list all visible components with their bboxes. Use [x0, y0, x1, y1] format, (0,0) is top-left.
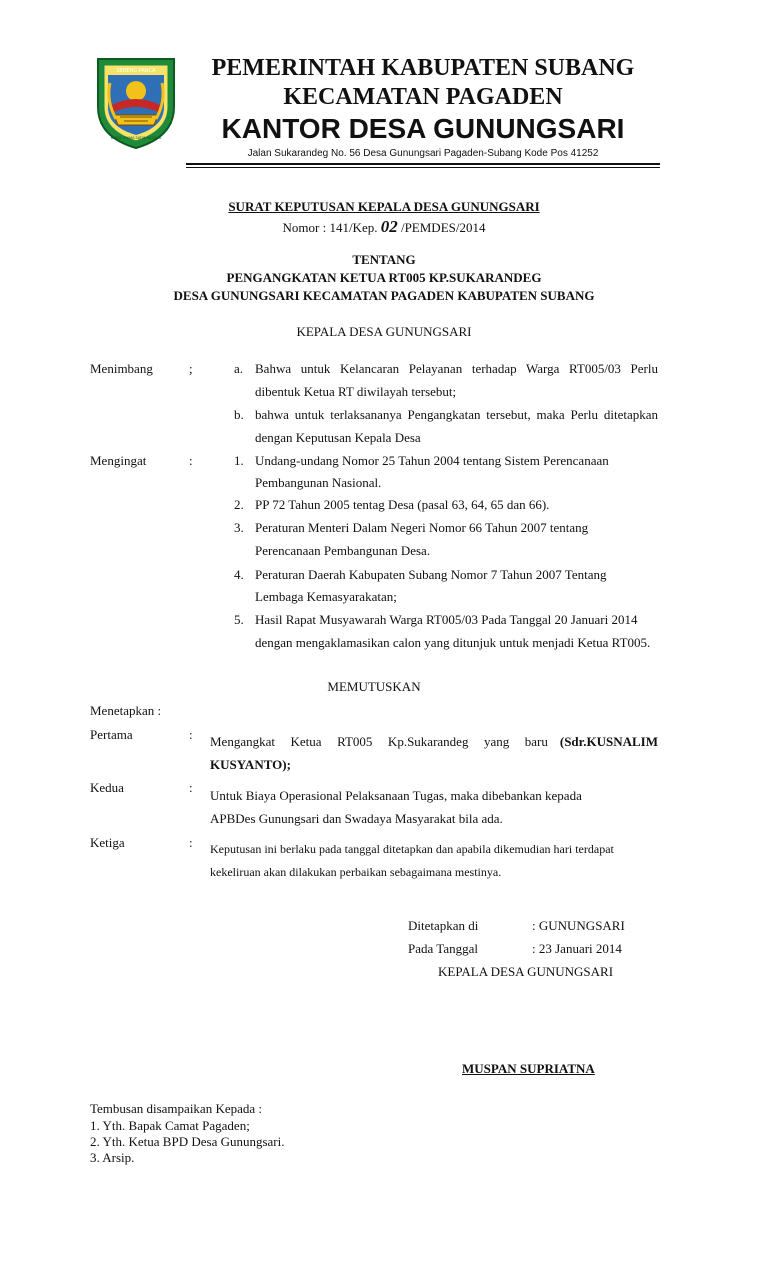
decree-number: [84, 217, 684, 237]
mengingat-marker-4: 4.: [234, 567, 244, 582]
ditetapkan-label: Ditetapkan di: [408, 918, 479, 933]
mengingat-3-line2: Perencanaan Pembangunan Desa.: [255, 543, 431, 558]
ketiga-separator: :: [189, 835, 193, 850]
subject-line-1: PENGANGKATAN KETUA RT005 KP.SUKARANDEG: [226, 270, 542, 285]
decree-number-prefix: Nomor : 141/Kep.: [282, 220, 378, 235]
decree-title: SURAT KEPUTUSAN KEPALA DESA GUNUNGSARI: [228, 199, 540, 214]
tembusan-title: Tembusan disampaikan Kepada :: [90, 1101, 263, 1116]
subject-line-2: DESA GUNUNGSARI KECAMATAN PAGADEN KABUPATEN SUBANG: [173, 288, 595, 303]
pertama-line1-text: Mengangkat Ketua RT005 Kp.Sukarandeg yang baru: [210, 734, 548, 749]
mengingat-marker-1: 1.: [234, 453, 244, 468]
mengingat-1-line1: Undang-undang Nomor 25 Tahun 2004 tentang Sistem Perencanaan: [255, 453, 609, 468]
tembusan-item-1: 1. Yth. Bapak Camat Pagaden;: [90, 1118, 250, 1133]
decree-number-suffix: /PEMDES/2014: [400, 220, 486, 235]
mengingat-5-line1: Hasil Rapat Musyawarah Warga RT005/03 Pada Tanggal 20 Januari 2014: [255, 612, 638, 627]
authority-heading: KEPALA DESA GUNUNGSARI: [296, 324, 472, 339]
pertama-appointee-name: (Sdr.KUSNALIM: [559, 734, 658, 749]
pertama-line1: [210, 734, 658, 750]
tembusan-item-3: 3. Arsip.: [90, 1150, 135, 1165]
kedua-separator: :: [189, 780, 193, 795]
memutuskan-heading: MEMUTUSKAN: [327, 679, 421, 694]
letterhead-rule-thick: [186, 163, 660, 165]
mengingat-marker-2: 2.: [234, 497, 244, 512]
logo-top-text: SERENG PANCA: [116, 68, 156, 74]
kedua-line2: APBDes Gunungsari dan Swadaya Masyarakat bila ada.: [210, 811, 503, 826]
logo-bottom-text: KARTA UTAMA SATYA NEGARA: [110, 136, 162, 140]
mengingat-separator: :: [189, 453, 193, 468]
tanggal-value: : 23 Januari 2014: [532, 941, 622, 956]
ketiga-line2: kekeliruan akan dilakukan perbaikan sebagaimana mestinya.: [210, 865, 502, 879]
menimbang-marker-a: a.: [234, 361, 244, 376]
tanggal-label: Pada Tanggal: [408, 941, 478, 956]
menimbang-a-line2: dibentuk Ketua RT diwilayah tersebut;: [255, 384, 457, 399]
letterhead-rule-thin: [186, 167, 660, 168]
mengingat-marker-5: 5.: [234, 612, 244, 627]
letterhead-address: Jalan Sukarandeg No. 56 Desa Gunungsari Pagaden-Subang Kode Pos 41252: [247, 148, 599, 159]
pertama-label: Pertama: [90, 727, 133, 742]
subang-regency-crest-logo: [94, 55, 178, 151]
ketiga-label: Ketiga: [90, 835, 125, 850]
ketiga-line1: Keputusan ini berlaku pada tanggal ditetapkan dan apabila dikemudian hari terdapat: [210, 842, 614, 856]
mengingat-5-line2: dengan mengaklamasikan calon yang ditunjuk untuk menjadi Ketua RT005.: [255, 635, 651, 650]
menimbang-b-line2: dengan Keputusan Kepala Desa: [255, 430, 421, 445]
pertama-separator: :: [189, 727, 193, 742]
decree-number-value: 02: [380, 217, 398, 236]
tentang-heading: TENTANG: [352, 252, 416, 267]
menimbang-marker-b: b.: [234, 407, 244, 422]
signatory-position: KEPALA DESA GUNUNGSARI: [438, 964, 614, 979]
ditetapkan-value: : GUNUNGSARI: [532, 918, 625, 933]
mengingat-4-line2: Lembaga Kemasyarakatan;: [255, 589, 397, 604]
tembusan-item-2: 2. Yth. Ketua BPD Desa Gunungsari.: [90, 1134, 285, 1149]
letterhead-district: KECAMATAN PAGADEN: [283, 84, 563, 110]
kedua-line1: Untuk Biaya Operasional Pelaksanaan Tugas, maka dibebankan kepada: [210, 788, 582, 803]
pertama-line2: KUSYANTO);: [210, 757, 291, 772]
mengingat-label: Mengingat: [90, 453, 147, 468]
letterhead-government: PEMERINTAH KABUPATEN SUBANG: [211, 55, 635, 81]
mengingat-2-line1: PP 72 Tahun 2005 tentag Desa (pasal 63, 64, 65 dan 66).: [255, 497, 550, 512]
mengingat-3-line1: Peraturan Menteri Dalam Negeri Nomor 66 Tahun 2007 tentang: [255, 520, 589, 535]
signatory-name: MUSPAN SUPRIATNA: [462, 1061, 595, 1076]
menimbang-b-line1: bahwa untuk terlaksananya Pengangkatan tersebut, maka Perlu ditetapkan: [255, 407, 658, 422]
mengingat-marker-3: 3.: [234, 520, 244, 535]
menimbang-a-line1: Bahwa untuk Kelancaran Pelayanan terhadap Warga RT005/03 Perlu: [255, 361, 658, 376]
menetapkan-label: Menetapkan :: [90, 703, 162, 718]
letterhead-office: KANTOR DESA GUNUNGSARI: [221, 113, 625, 144]
mengingat-1-line2: Pembangunan Nasional.: [255, 475, 382, 490]
menimbang-label: Menimbang: [90, 361, 153, 376]
mengingat-4-line1: Peraturan Daerah Kabupaten Subang Nomor 7 Tahun 2007 Tentang: [255, 567, 607, 582]
kedua-label: Kedua: [90, 780, 124, 795]
menimbang-separator: ;: [189, 361, 193, 376]
